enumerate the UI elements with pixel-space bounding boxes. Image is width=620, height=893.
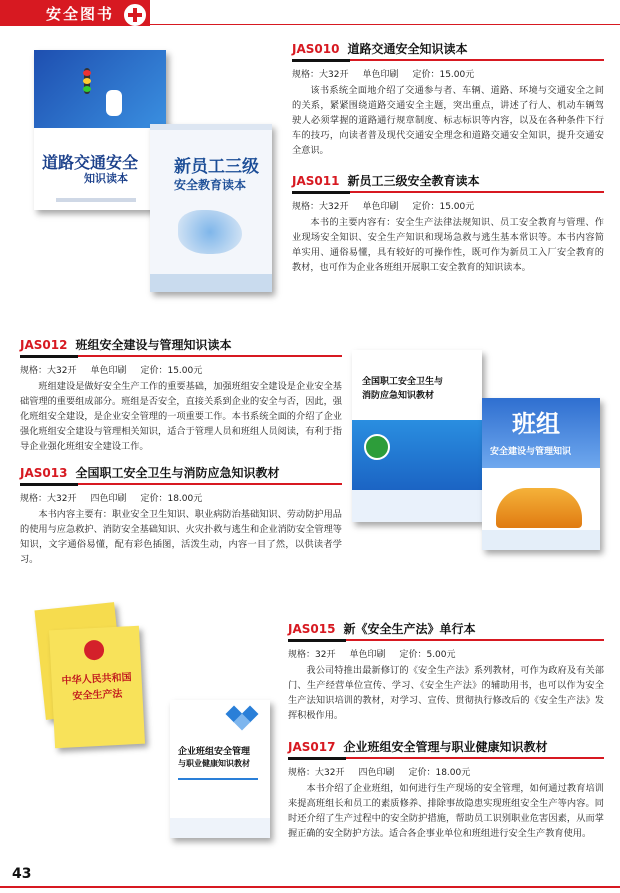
book-entry-jas010 [292,40,604,158]
book-name: 道路交通安全知识读本 [347,42,468,56]
cover-title-newstaff-1: 新员工三级 [174,157,259,177]
spec-size: 规格：大32开 [20,494,77,504]
book-cover-health [170,700,270,838]
book-entry-jas017 [288,738,604,841]
book-title [288,620,604,637]
cover-title-fire-2: 消防应急知识教材 [362,391,435,401]
book-cover-law-front [49,626,145,749]
spec-size: 规格：大32开 [292,202,349,212]
book-cover-fire-safety [352,350,482,522]
cover-title-law-2: 安全生产法 [72,688,123,703]
header-rule [150,24,620,25]
spec-print: 四色印刷 [358,768,395,778]
book-code: JAS017 [288,740,336,754]
spec-price: 定价：18.00元 [140,494,203,504]
spec-print: 单色印刷 [90,366,127,376]
book-name: 新员工三级安全教育读本 [347,174,480,188]
cover-title-fire-1: 全国职工安全卫生与 [362,377,444,387]
book-title [288,738,604,755]
title-rule [288,757,604,761]
spec-price: 定价：15.00元 [412,70,475,80]
book-spec [288,647,604,660]
book-code: JAS013 [20,466,68,480]
title-rule [288,639,604,643]
spec-price: 定价：15.00元 [140,366,203,376]
spec-print: 单色印刷 [362,70,399,80]
spec-print: 单色印刷 [362,202,399,212]
red-cross-logo-icon [124,4,146,26]
cover-title-health-1: 企业班组安全管理 [178,747,251,757]
book-title [20,336,342,353]
spec-size: 规格：32开 [288,650,336,660]
book-cover-team-building [482,398,600,550]
book-name: 班组安全建设与管理知识读本 [75,338,232,352]
book-name: 全国职工安全卫生与消防应急知识教材 [75,466,280,480]
book-code: JAS012 [20,338,68,352]
book-entry-jas011 [292,172,604,275]
book-entry-jas013 [20,464,342,567]
book-code: JAS011 [292,174,340,188]
book-entry-jas012 [20,336,342,454]
book-description: 本书内容主要有：职业安全卫生知识、职业病防治基础知识、劳动防护用品的使用与应急救护、消防安全基础知识、火灾扑救与逃生和企业消防安全管理等知识，文字通俗易懂，配有彩色插图，活泼生动，内容一目了然，以供读者学习。 [20,509,342,565]
spec-print: 四色印刷 [90,494,127,504]
spec-price: 定价：18.00元 [408,768,471,778]
spec-size: 规格：大32开 [292,70,349,80]
cover-title-team-2: 安全建设与管理知识 [490,447,572,457]
book-title [292,172,604,189]
book-entry-jas015 [288,620,604,723]
header-title: 安全图书 [46,5,115,23]
book-description: 班组建设是做好安全生产工作的重要基础，加强班组安全建设是企业安全基础管理的重要组成部分。班组是否安全，直接关系到企业的安全与否，因此，强化班组安全建设，是企业安全管理的一项重要工作。本书系统全面的介绍了企业强化班组安全建设与管理相关知识，适合于管理人员和班组人员阅读，有利于指导企业强化班组安全建设工作。 [20,381,342,452]
cover-title-newstaff-2: 安全教育读本 [174,178,247,192]
book-code: JAS010 [292,42,340,56]
spec-size: 规格：大32开 [288,768,345,778]
book-spec [292,67,604,80]
cover-title-road-1: 道路交通安全 [42,153,139,172]
book-name: 企业班组安全管理与职业健康知识教材 [343,740,548,754]
book-cover-road-safety [34,50,166,210]
title-rule [20,355,342,359]
page-header [0,0,620,26]
spec-price: 定价：5.00元 [399,650,456,660]
book-cover-new-staff [150,124,272,292]
book-spec [20,363,342,376]
book-description: 该书系统全面地介绍了交通参与者、车辆、道路、环境与交通安全之间的关系，紧紧围绕道路交通安全主题，突出重点，讲述了行人、机动车辆驾驶人必须掌握的道路通行规章制度、标志标识等内容，以及在各种条件下行车的技巧，向读者普及现代交通安全理念和道路交通安全知识，提升交通安全意识。 [292,85,604,156]
book-description: 本书介绍了企业班组，如何进行生产现场的安全管理，如何通过教育培训来提高班组长和员工的素质修养、排除事故隐患实现班组安全生产等内容。同时还介绍了生产过程中的安全防护措施，帮助员工识别职业危害因素，从而掌握正确的安全防护方法。适合各企事业单位和班组进行安全生产教育使用。 [288,783,604,839]
book-code: JAS015 [288,622,336,636]
title-rule [292,59,604,63]
spec-size: 规格：大32开 [20,366,77,376]
title-rule [292,191,604,195]
cover-title-health-2: 与职业健康知识教材 [178,759,250,768]
book-spec [288,765,604,778]
book-description: 我公司特推出最新修订的《安全生产法》系列教材，可作为政府及有关部门、生产经营单位宣传、学习、《安全生产法》的辅助用书，也可以作为安全生产法知识培训的教材，对学习、宣传、贯彻执行修改后的《安全生产法》发挥积极作用。 [288,665,604,721]
cover-title-road-2: 知识读本 [84,172,128,185]
book-description: 本书的主要内容有：安全生产法律法规知识、员工安全教育与管理、作业现场安全知识、安全生产知识和现场急救与逃生基本常识等。本书内容简单实用、通俗易懂，具有较好的可操作性，既可作为新员工入厂安全教育的教材，也可作为企业各班组开展职工安全教育的知识读本。 [292,217,604,273]
cover-title-team-1: 班组 [512,410,560,438]
book-spec [292,199,604,212]
book-title [292,40,604,57]
spec-price: 定价：15.00元 [412,202,475,212]
book-title [20,464,342,481]
spec-print: 单色印刷 [349,650,386,660]
book-name: 新《安全生产法》单行本 [343,622,476,636]
title-rule [20,483,342,487]
footer-rule [0,886,620,888]
cover-title-law-1: 中华人民共和国 [61,672,132,687]
page-number: 43 [12,866,32,882]
book-spec [20,491,342,504]
